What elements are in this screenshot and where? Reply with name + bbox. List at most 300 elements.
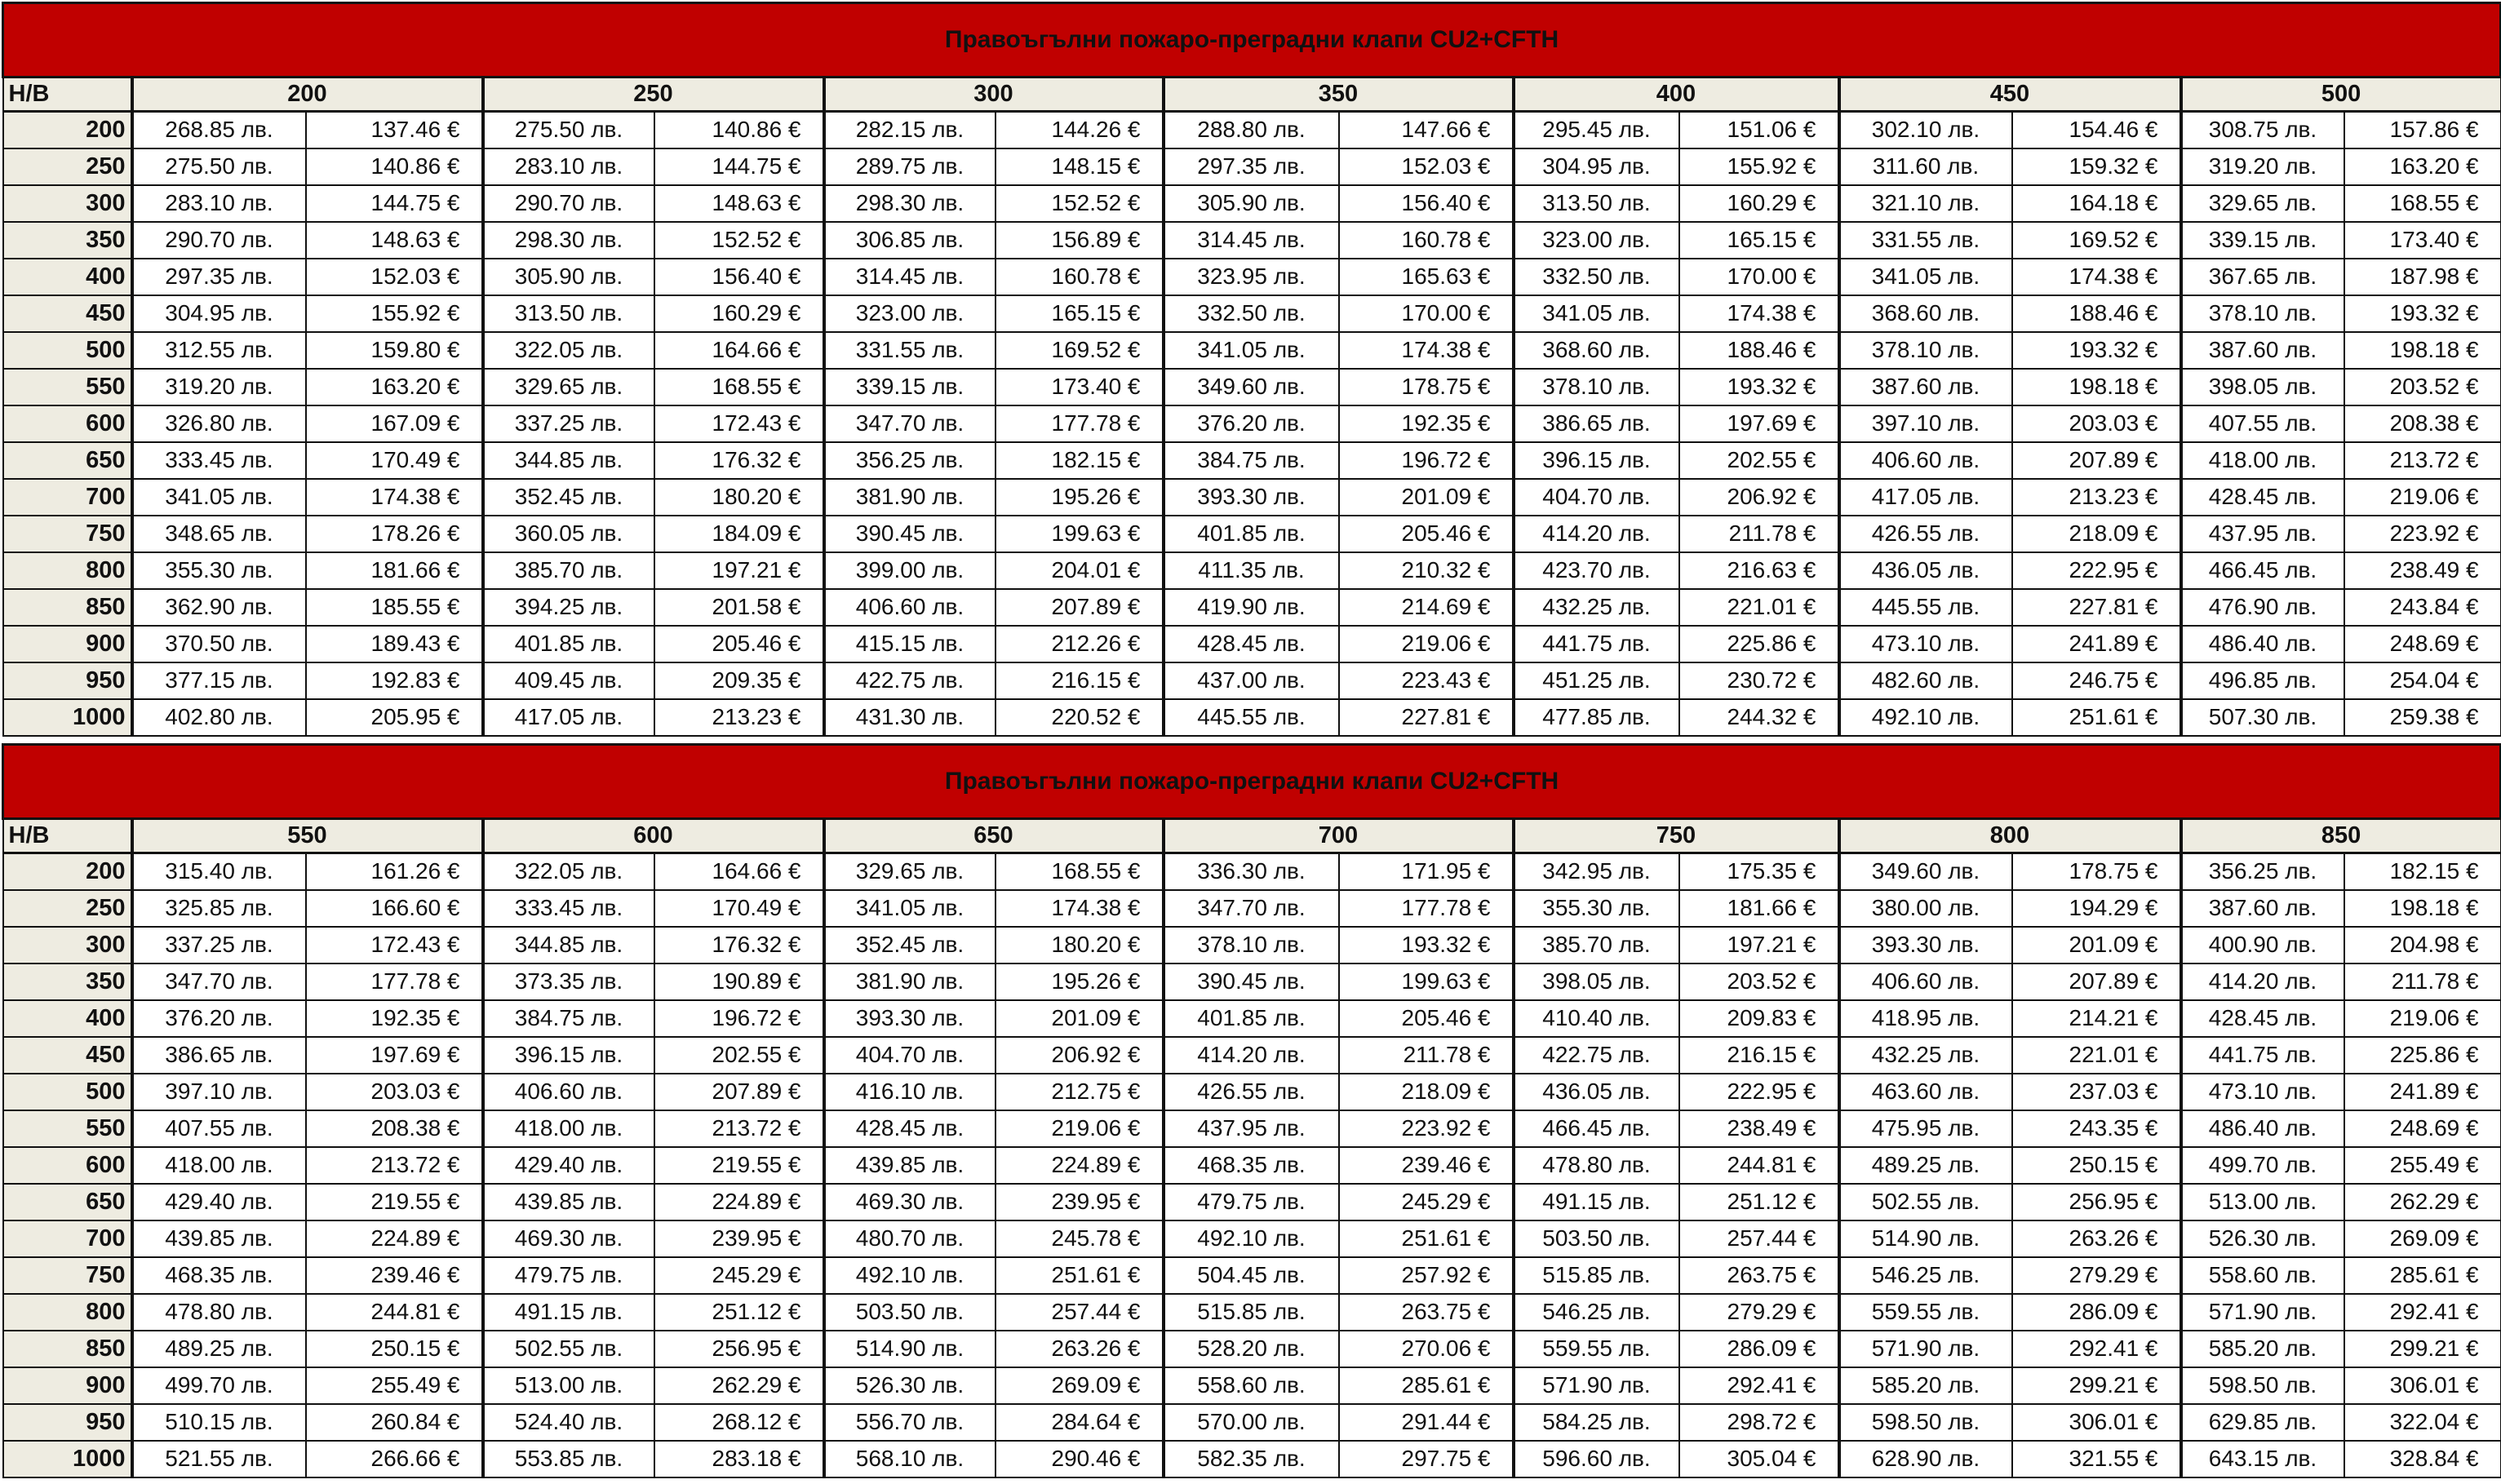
price-eur-cell: 193.32 € xyxy=(1679,369,1839,405)
price-eur-cell: 219.55 € xyxy=(306,1184,483,1220)
price-bgn-cell: 546.25 лв. xyxy=(1514,1294,1679,1331)
height-label: 350 xyxy=(3,222,132,259)
price-eur-cell: 187.98 € xyxy=(2344,259,2501,295)
price-eur-cell: 172.43 € xyxy=(654,405,824,442)
table-row xyxy=(3,112,2501,148)
price-eur-cell: 292.41 € xyxy=(2012,1331,2181,1367)
price-bgn-cell: 431.30 лв. xyxy=(824,699,996,736)
price-bgn-cell: 323.00 лв. xyxy=(1514,222,1679,259)
price-eur-cell: 137.46 € xyxy=(306,112,483,148)
height-label: 800 xyxy=(3,552,132,589)
price-eur-cell: 156.40 € xyxy=(654,259,824,295)
table-row xyxy=(3,890,2501,927)
price-bgn-cell: 407.55 лв. xyxy=(132,1110,306,1147)
price-bgn-cell: 376.20 лв. xyxy=(132,1000,306,1037)
price-bgn-cell: 428.45 лв. xyxy=(824,1110,996,1147)
price-eur-cell: 237.03 € xyxy=(2012,1074,2181,1110)
price-bgn-cell: 521.55 лв. xyxy=(132,1441,306,1477)
price-eur-cell: 222.95 € xyxy=(1679,1074,1839,1110)
price-bgn-cell: 323.00 лв. xyxy=(824,295,996,332)
price-eur-cell: 244.81 € xyxy=(306,1294,483,1331)
price-eur-cell: 181.66 € xyxy=(306,552,483,589)
price-bgn-cell: 314.45 лв. xyxy=(824,259,996,295)
price-bgn-cell: 441.75 лв. xyxy=(2181,1037,2344,1074)
table-row xyxy=(3,1404,2501,1441)
price-bgn-cell: 414.20 лв. xyxy=(1514,516,1679,552)
height-label: 600 xyxy=(3,1147,132,1184)
price-bgn-cell: 422.75 лв. xyxy=(1514,1037,1679,1074)
height-label: 850 xyxy=(3,589,132,626)
width-header: 650 xyxy=(824,819,1164,853)
price-bgn-cell: 341.05 лв. xyxy=(132,479,306,516)
price-bgn-cell: 514.90 лв. xyxy=(824,1331,996,1367)
price-eur-cell: 155.92 € xyxy=(306,295,483,332)
height-label: 1000 xyxy=(3,1441,132,1477)
width-header: 450 xyxy=(1839,78,2181,112)
table-row xyxy=(3,927,2501,963)
table-row xyxy=(3,332,2501,369)
price-eur-cell: 244.32 € xyxy=(1679,699,1839,736)
price-bgn-cell: 329.65 лв. xyxy=(483,369,654,405)
height-label: 500 xyxy=(3,1074,132,1110)
table-row xyxy=(3,1000,2501,1037)
price-bgn-cell: 377.15 лв. xyxy=(132,662,306,699)
price-eur-cell: 164.66 € xyxy=(654,332,824,369)
price-eur-cell: 154.46 € xyxy=(2012,112,2181,148)
price-bgn-cell: 568.10 лв. xyxy=(824,1441,996,1477)
price-bgn-cell: 381.90 лв. xyxy=(824,963,996,1000)
price-eur-cell: 156.40 € xyxy=(1339,185,1514,222)
price-bgn-cell: 304.95 лв. xyxy=(132,295,306,332)
price-eur-cell: 144.26 € xyxy=(996,112,1164,148)
price-bgn-cell: 492.10 лв. xyxy=(824,1257,996,1294)
price-bgn-cell: 283.10 лв. xyxy=(483,148,654,185)
price-eur-cell: 211.78 € xyxy=(1679,516,1839,552)
price-eur-cell: 182.15 € xyxy=(2344,853,2501,890)
price-bgn-cell: 321.10 лв. xyxy=(1839,185,2012,222)
price-bgn-cell: 558.60 лв. xyxy=(1164,1367,1339,1404)
price-eur-cell: 197.69 € xyxy=(306,1037,483,1074)
price-eur-cell: 255.49 € xyxy=(2344,1147,2501,1184)
price-bgn-cell: 515.85 лв. xyxy=(1164,1294,1339,1331)
price-eur-cell: 192.83 € xyxy=(306,662,483,699)
price-bgn-cell: 360.05 лв. xyxy=(483,516,654,552)
price-bgn-cell: 298.30 лв. xyxy=(824,185,996,222)
price-bgn-cell: 397.10 лв. xyxy=(1839,405,2012,442)
price-eur-cell: 221.01 € xyxy=(1679,589,1839,626)
price-bgn-cell: 473.10 лв. xyxy=(1839,626,2012,662)
price-bgn-cell: 347.70 лв. xyxy=(1164,890,1339,927)
price-bgn-cell: 478.80 лв. xyxy=(132,1294,306,1331)
price-eur-cell: 164.18 € xyxy=(2012,185,2181,222)
price-eur-cell: 173.40 € xyxy=(2344,222,2501,259)
price-bgn-cell: 422.75 лв. xyxy=(824,662,996,699)
price-bgn-cell: 393.30 лв. xyxy=(1164,479,1339,516)
table-row xyxy=(3,589,2501,626)
price-bgn-cell: 404.70 лв. xyxy=(1514,479,1679,516)
price-eur-cell: 195.26 € xyxy=(996,479,1164,516)
price-bgn-cell: 429.40 лв. xyxy=(483,1147,654,1184)
price-eur-cell: 152.03 € xyxy=(306,259,483,295)
price-eur-cell: 285.61 € xyxy=(1339,1367,1514,1404)
price-bgn-cell: 469.30 лв. xyxy=(483,1220,654,1257)
price-eur-cell: 260.84 € xyxy=(306,1404,483,1441)
price-bgn-cell: 528.20 лв. xyxy=(1164,1331,1339,1367)
price-bgn-cell: 400.90 лв. xyxy=(2181,927,2344,963)
price-bgn-cell: 344.85 лв. xyxy=(483,442,654,479)
price-eur-cell: 205.46 € xyxy=(1339,1000,1514,1037)
price-bgn-cell: 332.50 лв. xyxy=(1514,259,1679,295)
price-bgn-cell: 526.30 лв. xyxy=(2181,1220,2344,1257)
price-bgn-cell: 414.20 лв. xyxy=(2181,963,2344,1000)
price-bgn-cell: 352.45 лв. xyxy=(824,927,996,963)
price-eur-cell: 222.95 € xyxy=(2012,552,2181,589)
price-bgn-cell: 355.30 лв. xyxy=(1514,890,1679,927)
table-row xyxy=(3,662,2501,699)
price-eur-cell: 140.86 € xyxy=(306,148,483,185)
price-bgn-cell: 436.05 лв. xyxy=(1839,552,2012,589)
height-label: 850 xyxy=(3,1331,132,1367)
price-bgn-cell: 305.90 лв. xyxy=(483,259,654,295)
price-bgn-cell: 289.75 лв. xyxy=(824,148,996,185)
table-row xyxy=(3,369,2501,405)
price-eur-cell: 251.61 € xyxy=(2012,699,2181,736)
price-eur-cell: 269.09 € xyxy=(996,1367,1164,1404)
price-eur-cell: 174.38 € xyxy=(1679,295,1839,332)
price-eur-cell: 251.12 € xyxy=(654,1294,824,1331)
price-bgn-cell: 339.15 лв. xyxy=(2181,222,2344,259)
price-eur-cell: 227.81 € xyxy=(2012,589,2181,626)
price-eur-cell: 197.69 € xyxy=(1679,405,1839,442)
price-bgn-cell: 445.55 лв. xyxy=(1839,589,2012,626)
price-eur-cell: 144.75 € xyxy=(306,185,483,222)
price-eur-cell: 306.01 € xyxy=(2344,1367,2501,1404)
price-eur-cell: 256.95 € xyxy=(2012,1184,2181,1220)
price-bgn-cell: 326.80 лв. xyxy=(132,405,306,442)
price-eur-cell: 160.29 € xyxy=(1679,185,1839,222)
corner-header-hb: H/B xyxy=(3,78,132,112)
price-eur-cell: 196.72 € xyxy=(654,1000,824,1037)
price-bgn-cell: 559.55 лв. xyxy=(1514,1331,1679,1367)
price-eur-cell: 221.01 € xyxy=(2012,1037,2181,1074)
price-eur-cell: 213.72 € xyxy=(654,1110,824,1147)
price-bgn-cell: 319.20 лв. xyxy=(132,369,306,405)
price-bgn-cell: 417.05 лв. xyxy=(483,699,654,736)
price-eur-cell: 223.92 € xyxy=(2344,516,2501,552)
price-bgn-cell: 393.30 лв. xyxy=(1839,927,2012,963)
table-row xyxy=(3,479,2501,516)
price-bgn-cell: 418.00 лв. xyxy=(483,1110,654,1147)
price-bgn-cell: 598.50 лв. xyxy=(1839,1404,2012,1441)
price-bgn-cell: 302.10 лв. xyxy=(1839,112,2012,148)
price-bgn-cell: 489.25 лв. xyxy=(1839,1147,2012,1184)
height-label: 300 xyxy=(3,927,132,963)
price-eur-cell: 167.09 € xyxy=(306,405,483,442)
price-bgn-cell: 333.45 лв. xyxy=(483,890,654,927)
price-bgn-cell: 333.45 лв. xyxy=(132,442,306,479)
price-eur-cell: 254.04 € xyxy=(2344,662,2501,699)
price-bgn-cell: 378.10 лв. xyxy=(1164,927,1339,963)
price-bgn-cell: 282.15 лв. xyxy=(824,112,996,148)
width-header: 300 xyxy=(824,78,1164,112)
price-bgn-cell: 553.85 лв. xyxy=(483,1441,654,1477)
price-eur-cell: 171.95 € xyxy=(1339,853,1514,890)
price-bgn-cell: 628.90 лв. xyxy=(1839,1441,2012,1477)
height-label: 500 xyxy=(3,332,132,369)
table-row xyxy=(3,1074,2501,1110)
price-eur-cell: 213.23 € xyxy=(654,699,824,736)
price-bgn-cell: 546.25 лв. xyxy=(1839,1257,2012,1294)
price-bgn-cell: 411.35 лв. xyxy=(1164,552,1339,589)
price-bgn-cell: 466.45 лв. xyxy=(2181,552,2344,589)
price-eur-cell: 169.52 € xyxy=(996,332,1164,369)
price-eur-cell: 246.75 € xyxy=(2012,662,2181,699)
price-eur-cell: 227.81 € xyxy=(1339,699,1514,736)
price-bgn-cell: 480.70 лв. xyxy=(824,1220,996,1257)
corner-header-hb: H/B xyxy=(3,819,132,853)
price-eur-cell: 177.78 € xyxy=(306,963,483,1000)
price-eur-cell: 270.06 € xyxy=(1339,1331,1514,1367)
price-bgn-cell: 526.30 лв. xyxy=(824,1367,996,1404)
height-label: 250 xyxy=(3,890,132,927)
price-eur-cell: 140.86 € xyxy=(654,112,824,148)
price-eur-cell: 207.89 € xyxy=(2012,442,2181,479)
width-header: 800 xyxy=(1839,819,2181,853)
price-bgn-cell: 436.05 лв. xyxy=(1514,1074,1679,1110)
price-eur-cell: 211.78 € xyxy=(1339,1037,1514,1074)
price-bgn-cell: 503.50 лв. xyxy=(824,1294,996,1331)
table-row xyxy=(3,552,2501,589)
price-eur-cell: 163.20 € xyxy=(2344,148,2501,185)
price-bgn-cell: 491.15 лв. xyxy=(483,1294,654,1331)
price-bgn-cell: 473.10 лв. xyxy=(2181,1074,2344,1110)
price-bgn-cell: 629.85 лв. xyxy=(2181,1404,2344,1441)
price-bgn-cell: 367.65 лв. xyxy=(2181,259,2344,295)
price-bgn-cell: 499.70 лв. xyxy=(2181,1147,2344,1184)
price-bgn-cell: 418.95 лв. xyxy=(1839,1000,2012,1037)
price-eur-cell: 219.06 € xyxy=(2344,479,2501,516)
price-bgn-cell: 414.20 лв. xyxy=(1164,1037,1339,1074)
price-bgn-cell: 313.50 лв. xyxy=(483,295,654,332)
price-bgn-cell: 331.55 лв. xyxy=(1839,222,2012,259)
price-eur-cell: 203.52 € xyxy=(2344,369,2501,405)
table-row xyxy=(3,1110,2501,1147)
height-label: 400 xyxy=(3,259,132,295)
price-bgn-cell: 341.05 лв. xyxy=(1514,295,1679,332)
price-eur-cell: 148.63 € xyxy=(306,222,483,259)
price-eur-cell: 178.26 € xyxy=(306,516,483,552)
price-bgn-cell: 445.55 лв. xyxy=(1164,699,1339,736)
price-bgn-cell: 386.65 лв. xyxy=(132,1037,306,1074)
height-label: 650 xyxy=(3,442,132,479)
height-label: 550 xyxy=(3,1110,132,1147)
price-bgn-cell: 297.35 лв. xyxy=(1164,148,1339,185)
price-bgn-cell: 571.90 лв. xyxy=(1514,1367,1679,1404)
price-bgn-cell: 305.90 лв. xyxy=(1164,185,1339,222)
height-label: 950 xyxy=(3,662,132,699)
price-eur-cell: 177.78 € xyxy=(1339,890,1514,927)
price-eur-cell: 161.26 € xyxy=(306,853,483,890)
price-bgn-cell: 384.75 лв. xyxy=(483,1000,654,1037)
price-eur-cell: 157.86 € xyxy=(2344,112,2501,148)
price-bgn-cell: 306.85 лв. xyxy=(824,222,996,259)
price-eur-cell: 245.29 € xyxy=(1339,1184,1514,1220)
price-bgn-cell: 362.90 лв. xyxy=(132,589,306,626)
price-bgn-cell: 341.05 лв. xyxy=(1164,332,1339,369)
price-bgn-cell: 507.30 лв. xyxy=(2181,699,2344,736)
price-eur-cell: 204.98 € xyxy=(2344,927,2501,963)
price-bgn-cell: 401.85 лв. xyxy=(1164,516,1339,552)
price-eur-cell: 266.66 € xyxy=(306,1441,483,1477)
price-bgn-cell: 556.70 лв. xyxy=(824,1404,996,1441)
price-bgn-cell: 514.90 лв. xyxy=(1839,1220,2012,1257)
price-eur-cell: 193.32 € xyxy=(2344,295,2501,332)
table-row xyxy=(3,1367,2501,1404)
price-bgn-cell: 478.80 лв. xyxy=(1514,1147,1679,1184)
price-bgn-cell: 477.85 лв. xyxy=(1514,699,1679,736)
price-eur-cell: 164.66 € xyxy=(654,853,824,890)
price-bgn-cell: 426.55 лв. xyxy=(1839,516,2012,552)
height-label: 350 xyxy=(3,963,132,1000)
price-eur-cell: 286.09 € xyxy=(2012,1294,2181,1331)
price-bgn-cell: 475.95 лв. xyxy=(1839,1110,2012,1147)
price-eur-cell: 220.52 € xyxy=(996,699,1164,736)
price-eur-cell: 192.35 € xyxy=(1339,405,1514,442)
price-bgn-cell: 502.55 лв. xyxy=(1839,1184,2012,1220)
price-bgn-cell: 283.10 лв. xyxy=(132,185,306,222)
width-header: 600 xyxy=(483,819,824,853)
price-eur-cell: 169.52 € xyxy=(2012,222,2181,259)
price-eur-cell: 210.32 € xyxy=(1339,552,1514,589)
price-bgn-cell: 415.15 лв. xyxy=(824,626,996,662)
price-eur-cell: 197.21 € xyxy=(654,552,824,589)
price-bgn-cell: 370.50 лв. xyxy=(132,626,306,662)
price-eur-cell: 250.15 € xyxy=(306,1331,483,1367)
price-eur-cell: 156.89 € xyxy=(996,222,1164,259)
price-eur-cell: 283.18 € xyxy=(654,1441,824,1477)
price-bgn-cell: 336.30 лв. xyxy=(1164,853,1339,890)
price-eur-cell: 176.32 € xyxy=(654,442,824,479)
table-row xyxy=(3,1257,2501,1294)
price-bgn-cell: 396.15 лв. xyxy=(1514,442,1679,479)
price-bgn-cell: 288.80 лв. xyxy=(1164,112,1339,148)
price-bgn-cell: 479.75 лв. xyxy=(1164,1184,1339,1220)
width-header: 200 xyxy=(132,78,483,112)
price-bgn-cell: 598.50 лв. xyxy=(2181,1367,2344,1404)
price-eur-cell: 245.78 € xyxy=(996,1220,1164,1257)
price-eur-cell: 170.49 € xyxy=(306,442,483,479)
width-header: 400 xyxy=(1514,78,1839,112)
price-bgn-cell: 339.15 лв. xyxy=(824,369,996,405)
price-eur-cell: 209.35 € xyxy=(654,662,824,699)
price-eur-cell: 212.26 € xyxy=(996,626,1164,662)
price-bgn-cell: 352.45 лв. xyxy=(483,479,654,516)
price-table-1 xyxy=(2,2,2501,737)
price-bgn-cell: 331.55 лв. xyxy=(824,332,996,369)
price-eur-cell: 248.69 € xyxy=(2344,626,2501,662)
price-eur-cell: 230.72 € xyxy=(1679,662,1839,699)
price-bgn-cell: 322.05 лв. xyxy=(483,332,654,369)
table-row xyxy=(3,1037,2501,1074)
price-eur-cell: 188.46 € xyxy=(2012,295,2181,332)
price-bgn-cell: 416.10 лв. xyxy=(824,1074,996,1110)
price-bgn-cell: 349.60 лв. xyxy=(1839,853,2012,890)
price-bgn-cell: 524.40 лв. xyxy=(483,1404,654,1441)
price-eur-cell: 322.04 € xyxy=(2344,1404,2501,1441)
price-eur-cell: 269.09 € xyxy=(2344,1220,2501,1257)
table-row xyxy=(3,222,2501,259)
price-eur-cell: 152.52 € xyxy=(996,185,1164,222)
price-eur-cell: 168.55 € xyxy=(996,853,1164,890)
price-bgn-cell: 387.60 лв. xyxy=(2181,332,2344,369)
price-bgn-cell: 510.15 лв. xyxy=(132,1404,306,1441)
price-bgn-cell: 290.70 лв. xyxy=(483,185,654,222)
price-eur-cell: 218.09 € xyxy=(2012,516,2181,552)
price-table-2 xyxy=(2,743,2501,1478)
price-eur-cell: 180.20 € xyxy=(654,479,824,516)
price-eur-cell: 211.78 € xyxy=(2344,963,2501,1000)
table-row xyxy=(3,259,2501,295)
price-bgn-cell: 432.25 лв. xyxy=(1514,589,1679,626)
price-bgn-cell: 312.55 лв. xyxy=(132,332,306,369)
height-label: 700 xyxy=(3,479,132,516)
price-eur-cell: 286.09 € xyxy=(1679,1331,1839,1367)
price-eur-cell: 170.00 € xyxy=(1679,259,1839,295)
price-bgn-cell: 297.35 лв. xyxy=(132,259,306,295)
price-eur-cell: 203.52 € xyxy=(1679,963,1839,1000)
price-bgn-cell: 341.05 лв. xyxy=(1839,259,2012,295)
price-bgn-cell: 437.00 лв. xyxy=(1164,662,1339,699)
table-row xyxy=(3,1220,2501,1257)
price-eur-cell: 201.09 € xyxy=(2012,927,2181,963)
price-bgn-cell: 439.85 лв. xyxy=(132,1220,306,1257)
price-bgn-cell: 319.20 лв. xyxy=(2181,148,2344,185)
price-bgn-cell: 407.55 лв. xyxy=(2181,405,2344,442)
price-eur-cell: 193.32 € xyxy=(1339,927,1514,963)
price-bgn-cell: 492.10 лв. xyxy=(1164,1220,1339,1257)
price-eur-cell: 165.15 € xyxy=(1679,222,1839,259)
table-row xyxy=(3,516,2501,552)
price-eur-cell: 251.12 € xyxy=(1679,1184,1839,1220)
price-bgn-cell: 402.80 лв. xyxy=(132,699,306,736)
price-eur-cell: 152.52 € xyxy=(654,222,824,259)
price-eur-cell: 239.95 € xyxy=(996,1184,1164,1220)
price-eur-cell: 225.86 € xyxy=(2344,1037,2501,1074)
height-label: 900 xyxy=(3,626,132,662)
height-label: 600 xyxy=(3,405,132,442)
price-bgn-cell: 398.05 лв. xyxy=(1514,963,1679,1000)
price-eur-cell: 202.55 € xyxy=(654,1037,824,1074)
price-eur-cell: 206.92 € xyxy=(1679,479,1839,516)
price-eur-cell: 144.75 € xyxy=(654,148,824,185)
price-eur-cell: 241.89 € xyxy=(2344,1074,2501,1110)
price-bgn-cell: 596.60 лв. xyxy=(1514,1441,1679,1477)
price-eur-cell: 205.95 € xyxy=(306,699,483,736)
table-row xyxy=(3,405,2501,442)
price-eur-cell: 178.75 € xyxy=(1339,369,1514,405)
price-eur-cell: 155.92 € xyxy=(1679,148,1839,185)
price-bgn-cell: 585.20 лв. xyxy=(1839,1367,2012,1404)
price-eur-cell: 218.09 € xyxy=(1339,1074,1514,1110)
price-bgn-cell: 406.60 лв. xyxy=(483,1074,654,1110)
price-eur-cell: 180.20 € xyxy=(996,927,1164,963)
price-bgn-cell: 437.95 лв. xyxy=(2181,516,2344,552)
price-eur-cell: 257.44 € xyxy=(996,1294,1164,1331)
price-bgn-cell: 423.70 лв. xyxy=(1514,552,1679,589)
price-eur-cell: 201.09 € xyxy=(1339,479,1514,516)
height-label: 650 xyxy=(3,1184,132,1220)
price-eur-cell: 285.61 € xyxy=(2344,1257,2501,1294)
